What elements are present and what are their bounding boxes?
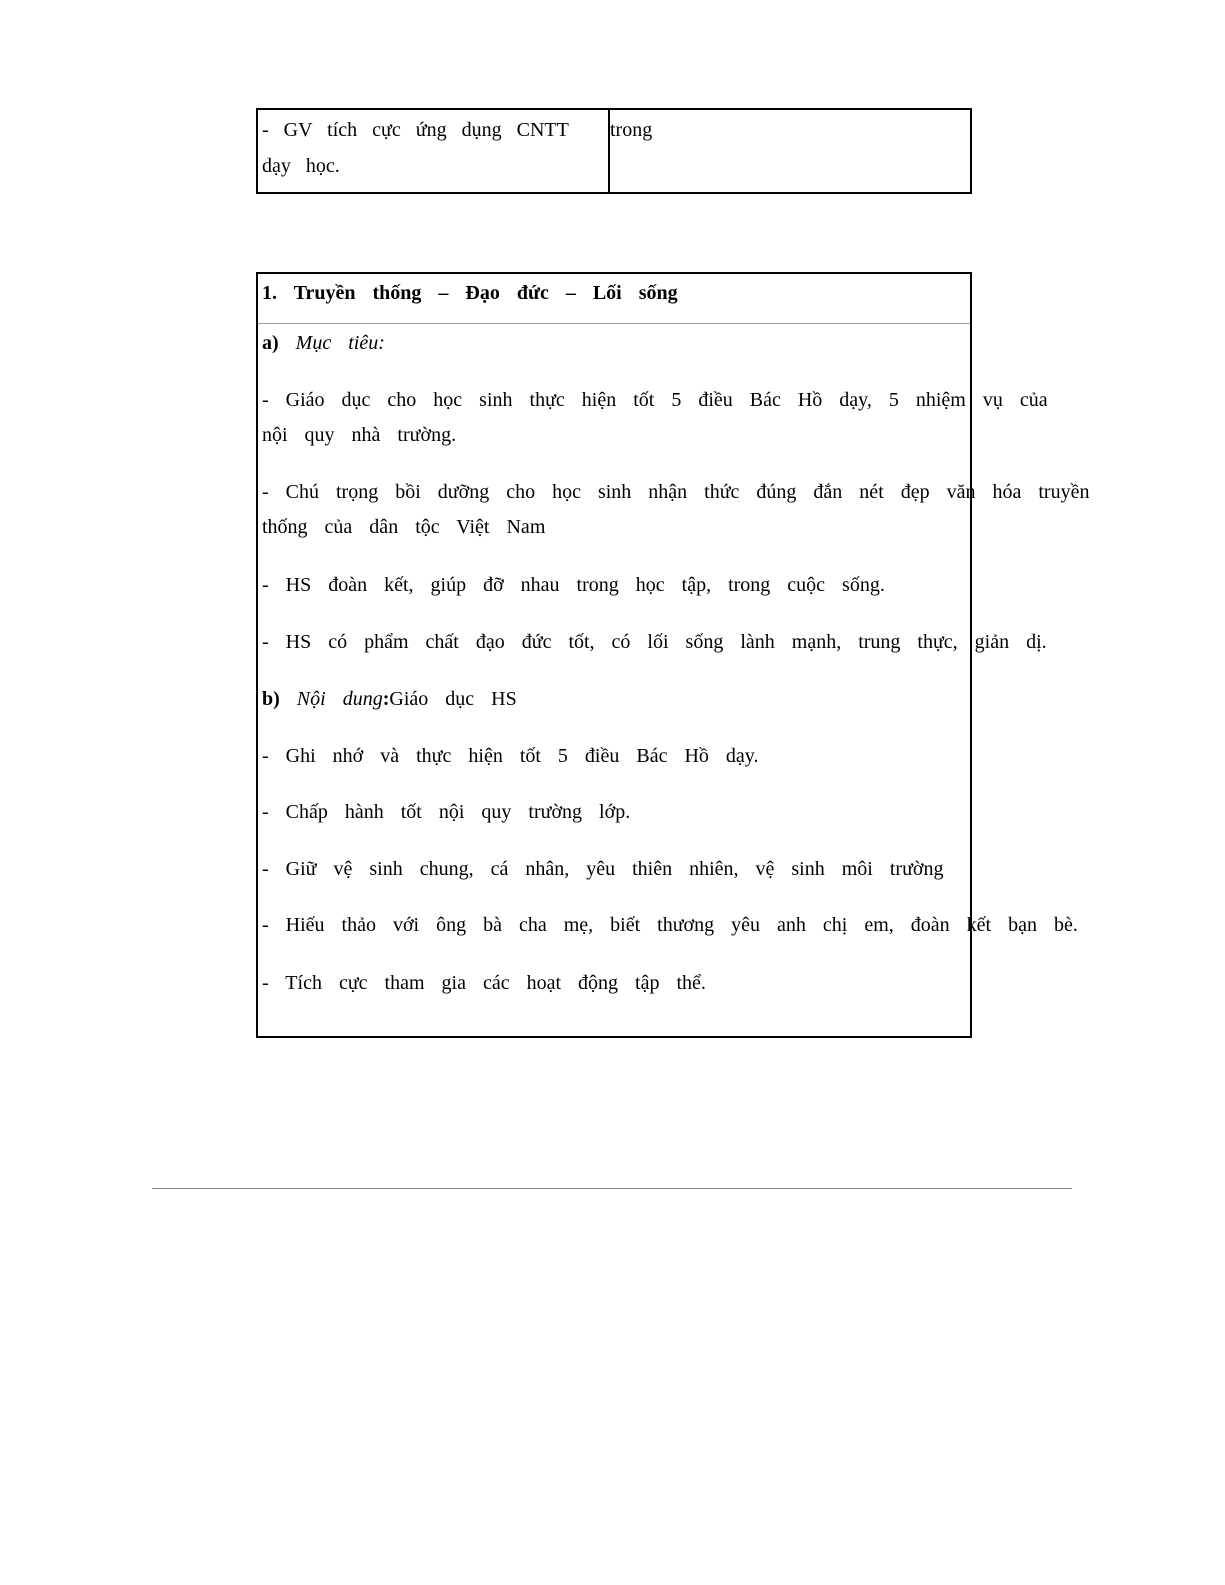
subsection-b-marker: b): [262, 688, 280, 710]
page-footer-rule: [152, 1188, 1072, 1189]
goal-line-2: nội quy nhà trường.: [262, 424, 457, 446]
content-line-1: - Ghi nhớ và thực hiện tốt 5 điều Bác Hồ dạy.: [262, 745, 759, 767]
goal-line-3: - Chú trọng bồi dưỡng cho học sinh nhận thức đúng đắn nét đẹp văn hóa truyền: [262, 481, 1090, 503]
left-cell-line-2: dạy học.: [262, 155, 340, 177]
goal-line-6: - HS có phẩm chất đạo đức tốt, có lối sống lành mạnh, trung thực, giản dị.: [262, 631, 1047, 653]
subsection-b-label: Nội dung: [296, 688, 383, 710]
goal-line-1: - Giáo dục cho học sinh thực hiện tốt 5 điều Bác Hồ dạy, 5 nhiệm vụ của: [262, 389, 1048, 411]
goal-line-5: - HS đoàn kết, giúp đỡ nhau trong học tập, trong cuộc sống.: [262, 574, 885, 596]
subsection-a-label: Mục tiêu:: [295, 332, 385, 354]
left-cell-line-1: - GV tích cực ứng dụng CNTT: [262, 119, 569, 141]
content-line-3: - Giữ vệ sinh chung, cá nhân, yêu thiên nhiên, vệ sinh môi trường: [262, 858, 944, 880]
top-table: [256, 108, 972, 194]
content-line-4: - Hiếu thảo với ông bà cha mẹ, biết thương yêu anh chị em, đoàn kết bạn bè.: [262, 914, 1078, 936]
content-line-5: - Tích cực tham gia các hoạt động tập thể.: [262, 972, 706, 994]
section-heading: 1. Truyền thống – Đạo đức – Lối sống: [262, 282, 678, 304]
heading-separator: [258, 323, 970, 324]
subsection-b-colon: :: [382, 688, 390, 710]
content-line-2: - Chấp hành tốt nội quy trường lớp.: [262, 801, 631, 823]
goal-line-4: thống của dân tộc Việt Nam: [262, 516, 546, 538]
subsection-a-marker: a): [262, 332, 279, 354]
right-cell-text: trong: [610, 119, 653, 141]
subsection-b-text: Giáo dục HS: [389, 688, 517, 710]
subsection-a-title: [262, 330, 385, 356]
subsection-b-title: [262, 686, 517, 712]
